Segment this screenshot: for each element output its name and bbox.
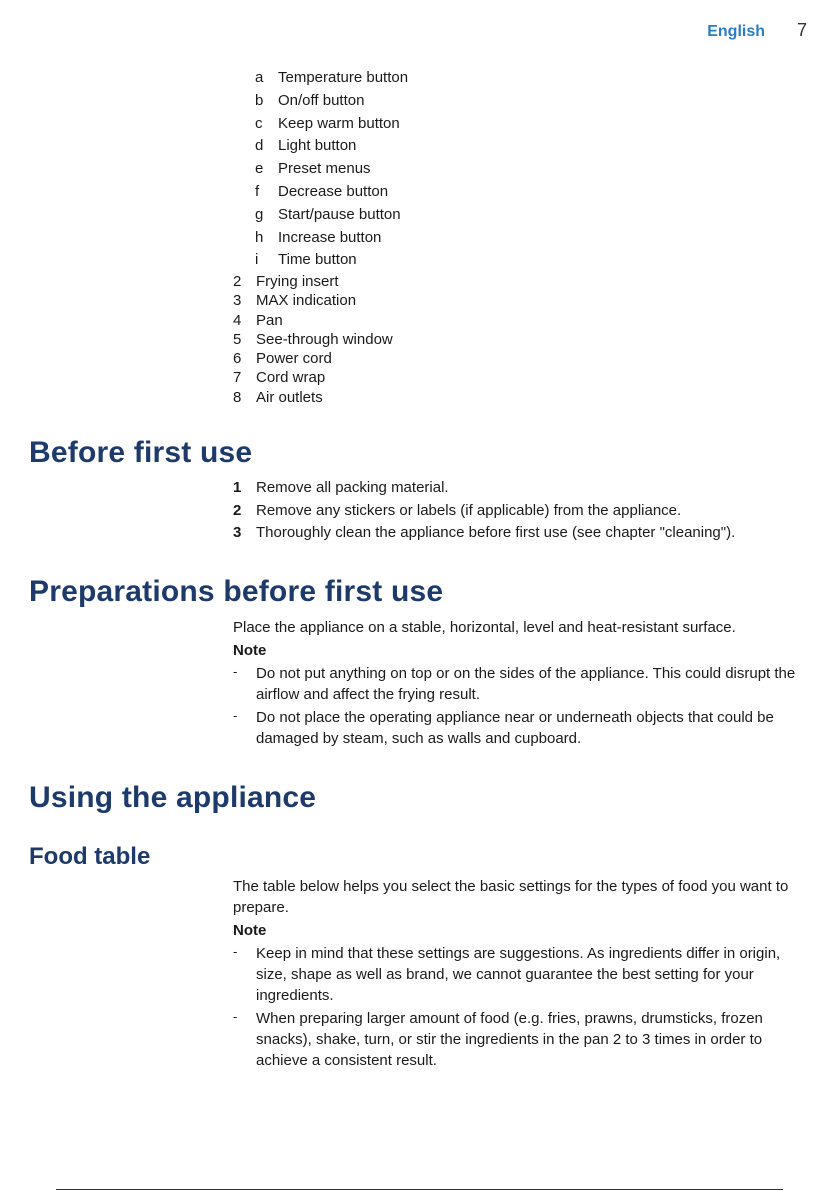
list-item: 5 See-through window — [233, 330, 393, 348]
parts-list — [233, 272, 393, 407]
page-header — [0, 20, 839, 44]
list-item: e Preset menus — [255, 160, 371, 178]
list-item: 1 Remove all packing material. — [233, 479, 449, 496]
list-item: a Temperature button — [255, 69, 409, 86]
preparations-intro: Place the appliance on a stable, horizontal, level and heat-resistant surface. — [233, 619, 736, 636]
before-first-use-steps — [233, 478, 813, 546]
list-item: 2 Frying insert — [233, 273, 339, 290]
list-item: i Time button — [255, 251, 357, 269]
list-item: d Light button — [255, 137, 357, 155]
control-panel-list — [255, 68, 408, 273]
list-item: 8 Air outlets — [233, 388, 323, 406]
note-label: Note — [233, 922, 267, 939]
list-item: - When preparing larger amount of food (e.g. fries, prawns, drumsticks, frozen snacks), shake, turn, or stir the ingredients in the pan 2 to 3 times in order to achieve a consistent result. — [233, 1009, 763, 1069]
list-item: - Keep in mind that these settings are suggestions. As ingredients differ in origin, size, shape as well as brand, we cannot guarantee the best setting for your ingredients. — [233, 944, 781, 1004]
note-label: Note — [233, 642, 267, 659]
section-heading-preparations: Preparations before first use — [29, 575, 444, 608]
subsection-heading-food-table: Food table — [29, 843, 151, 870]
food-table-intro: The table below helps you select the basic settings for the types of food you want to prepare. — [233, 878, 789, 916]
list-item: h Increase button — [255, 228, 382, 246]
page-number: 7 — [796, 20, 807, 40]
list-item: - Do not place the operating appliance near or underneath objects that could be damaged by steam, such as walls and cupboard. — [233, 708, 774, 747]
list-item: b On/off button — [255, 91, 365, 109]
list-item: - Do not put anything on top or on the sides of the appliance. This could disrupt the airflow and affect the frying result. — [233, 664, 796, 703]
preparations-body — [233, 617, 808, 751]
list-item: 2 Remove any stickers or labels (if applicable) from the appliance. — [233, 501, 682, 519]
section-heading-using-appliance: Using the appliance — [29, 781, 317, 814]
list-item: 3 Thoroughly clean the appliance before first use (see chapter "cleaning"). — [233, 524, 736, 542]
footer-divider — [56, 1189, 783, 1190]
list-item: c Keep warm button — [255, 114, 400, 132]
list-item: 7 Cord wrap — [233, 369, 326, 387]
section-heading-before-first-use: Before first use — [29, 436, 253, 469]
list-item: 6 Power cord — [233, 350, 332, 368]
list-item: f Decrease button — [255, 182, 389, 200]
list-item: 3 MAX indication — [233, 292, 357, 310]
language-label: English — [707, 23, 765, 40]
list-item: 4 Pan — [233, 311, 283, 329]
food-table-body — [233, 876, 808, 1073]
list-item: g Start/pause button — [255, 205, 401, 223]
